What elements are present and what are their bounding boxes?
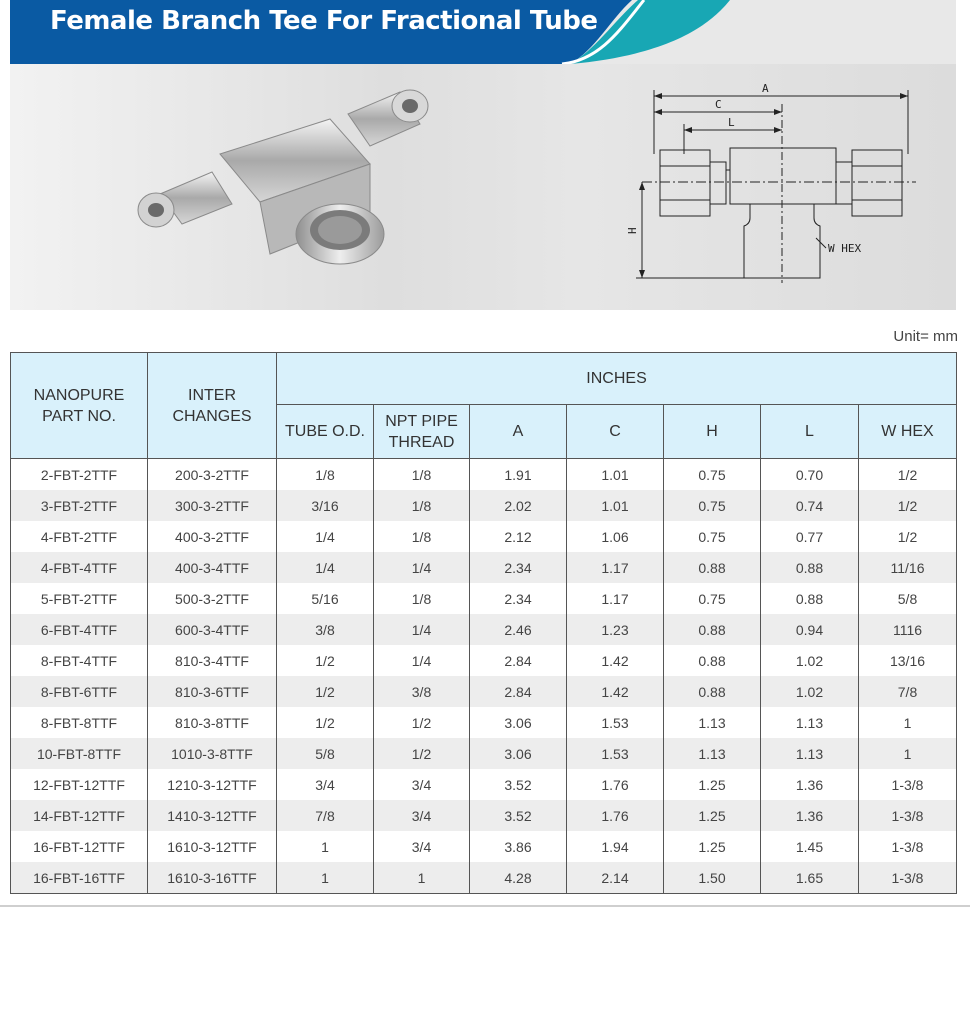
header-tube-od: TUBE O.D.	[277, 405, 374, 459]
dim-label-h: H	[626, 227, 639, 234]
table-row	[11, 831, 957, 862]
cell-inter: 1010-3-8TTF	[148, 738, 277, 769]
cell-part: 6-FBT-4TTF	[11, 614, 148, 645]
cell-npt: 1/8	[374, 521, 470, 552]
cell-l: 1.36	[761, 800, 859, 831]
cell-inter: 400-3-4TTF	[148, 552, 277, 583]
cell-h: 0.75	[664, 521, 761, 552]
cell-h: 1.13	[664, 707, 761, 738]
cell-w: 1116	[859, 614, 957, 645]
cell-c: 1.53	[567, 707, 664, 738]
cell-npt: 3/4	[374, 800, 470, 831]
cell-l: 1.02	[761, 645, 859, 676]
cell-npt: 3/4	[374, 769, 470, 800]
cell-inter: 500-3-2TTF	[148, 583, 277, 614]
cell-w: 11/16	[859, 552, 957, 583]
table-row	[11, 676, 957, 707]
dimension-drawing	[620, 78, 920, 288]
cell-l: 1.13	[761, 738, 859, 769]
cell-l: 0.88	[761, 583, 859, 614]
cell-tube: 1/2	[277, 645, 374, 676]
cell-tube: 1/2	[277, 676, 374, 707]
cell-c: 1.94	[567, 831, 664, 862]
table-row	[11, 552, 957, 583]
cell-tube: 1/4	[277, 521, 374, 552]
cell-h: 0.88	[664, 676, 761, 707]
cell-part: 8-FBT-8TTF	[11, 707, 148, 738]
cell-a: 3.06	[470, 738, 567, 769]
cell-inter: 600-3-4TTF	[148, 614, 277, 645]
header-interchanges: INTER CHANGES	[148, 353, 277, 459]
table-row	[11, 738, 957, 769]
cell-part: 3-FBT-2TTF	[11, 490, 148, 521]
cell-c: 2.14	[567, 862, 664, 894]
cell-inter: 1210-3-12TTF	[148, 769, 277, 800]
cell-w: 7/8	[859, 676, 957, 707]
cell-l: 0.88	[761, 552, 859, 583]
cell-c: 1.06	[567, 521, 664, 552]
dim-label-c: C	[715, 98, 722, 111]
cell-c: 1.42	[567, 645, 664, 676]
cell-h: 0.88	[664, 614, 761, 645]
header-a: A	[470, 405, 567, 459]
cell-c: 1.76	[567, 769, 664, 800]
cell-w: 1-3/8	[859, 862, 957, 894]
cell-a: 3.52	[470, 769, 567, 800]
cell-a: 3.06	[470, 707, 567, 738]
cell-npt: 1/2	[374, 738, 470, 769]
cell-w: 13/16	[859, 645, 957, 676]
table-row	[11, 769, 957, 800]
cell-npt: 1/4	[374, 614, 470, 645]
cell-tube: 5/16	[277, 583, 374, 614]
cell-l: 0.94	[761, 614, 859, 645]
table-row	[11, 645, 957, 676]
cell-part: 2-FBT-2TTF	[11, 459, 148, 491]
cell-a: 2.84	[470, 645, 567, 676]
header-inches-group: INCHES	[277, 353, 957, 405]
cell-a: 2.34	[470, 552, 567, 583]
bottom-divider	[0, 905, 970, 907]
table-row	[11, 583, 957, 614]
cell-tube: 3/8	[277, 614, 374, 645]
cell-h: 0.75	[664, 459, 761, 491]
cell-inter: 400-3-2TTF	[148, 521, 277, 552]
header-npt-pipe-thread: NPT PIPE THREAD	[374, 405, 470, 459]
cell-l: 1.36	[761, 769, 859, 800]
dim-label-a: A	[762, 82, 769, 95]
unit-label: Unit= mm	[893, 328, 958, 345]
cell-c: 1.01	[567, 490, 664, 521]
cell-tube: 1/2	[277, 707, 374, 738]
product-photo	[120, 84, 440, 284]
cell-w: 1/2	[859, 459, 957, 491]
cell-c: 1.01	[567, 459, 664, 491]
cell-part: 5-FBT-2TTF	[11, 583, 148, 614]
cell-w: 1-3/8	[859, 831, 957, 862]
cell-tube: 7/8	[277, 800, 374, 831]
cell-a: 3.86	[470, 831, 567, 862]
cell-npt: 1/2	[374, 707, 470, 738]
cell-h: 1.13	[664, 738, 761, 769]
header-h: H	[664, 405, 761, 459]
header-w-hex: W HEX	[859, 405, 957, 459]
cell-a: 4.28	[470, 862, 567, 894]
cell-part: 16-FBT-12TTF	[11, 831, 148, 862]
cell-inter: 1610-3-12TTF	[148, 831, 277, 862]
table-row	[11, 490, 957, 521]
table-row	[11, 800, 957, 831]
cell-a: 1.91	[470, 459, 567, 491]
cell-a: 2.84	[470, 676, 567, 707]
cell-h: 1.50	[664, 862, 761, 894]
cell-h: 0.75	[664, 490, 761, 521]
cell-part: 10-FBT-8TTF	[11, 738, 148, 769]
cell-npt: 1/8	[374, 459, 470, 491]
cell-h: 0.75	[664, 583, 761, 614]
cell-tube: 1/4	[277, 552, 374, 583]
cell-part: 4-FBT-4TTF	[11, 552, 148, 583]
cell-c: 1.17	[567, 583, 664, 614]
cell-inter: 1610-3-16TTF	[148, 862, 277, 894]
table-row	[11, 862, 957, 894]
header-part-no: NANOPURE PART NO.	[11, 353, 148, 459]
header-c: C	[567, 405, 664, 459]
cell-a: 2.46	[470, 614, 567, 645]
cell-part: 14-FBT-12TTF	[11, 800, 148, 831]
cell-inter: 200-3-2TTF	[148, 459, 277, 491]
dim-label-w-hex: W HEX	[828, 242, 862, 255]
cell-l: 0.77	[761, 521, 859, 552]
cell-c: 1.23	[567, 614, 664, 645]
cell-tube: 3/16	[277, 490, 374, 521]
cell-l: 1.02	[761, 676, 859, 707]
table-row	[11, 521, 957, 552]
cell-w: 1-3/8	[859, 769, 957, 800]
cell-c: 1.17	[567, 552, 664, 583]
cell-npt: 1	[374, 862, 470, 894]
cell-l: 0.70	[761, 459, 859, 491]
cell-inter: 810-3-8TTF	[148, 707, 277, 738]
cell-h: 0.88	[664, 552, 761, 583]
cell-c: 1.53	[567, 738, 664, 769]
cell-inter: 300-3-2TTF	[148, 490, 277, 521]
cell-tube: 3/4	[277, 769, 374, 800]
table-row	[11, 614, 957, 645]
cell-l: 1.13	[761, 707, 859, 738]
cell-w: 5/8	[859, 583, 957, 614]
cell-part: 16-FBT-16TTF	[11, 862, 148, 894]
cell-npt: 1/4	[374, 645, 470, 676]
cell-c: 1.76	[567, 800, 664, 831]
table-row	[11, 707, 957, 738]
cell-a: 3.52	[470, 800, 567, 831]
dim-label-l: L	[728, 116, 735, 129]
cell-inter: 810-3-4TTF	[148, 645, 277, 676]
cell-npt: 1/8	[374, 490, 470, 521]
cell-w: 1/2	[859, 521, 957, 552]
cell-w: 1	[859, 707, 957, 738]
cell-tube: 1	[277, 862, 374, 894]
cell-l: 1.65	[761, 862, 859, 894]
cell-tube: 5/8	[277, 738, 374, 769]
cell-inter: 810-3-6TTF	[148, 676, 277, 707]
cell-part: 12-FBT-12TTF	[11, 769, 148, 800]
product-image-panel	[10, 64, 956, 310]
cell-w: 1-3/8	[859, 800, 957, 831]
cell-tube: 1	[277, 831, 374, 862]
cell-part: 4-FBT-2TTF	[11, 521, 148, 552]
header-l: L	[761, 405, 859, 459]
cell-h: 0.88	[664, 645, 761, 676]
cell-c: 1.42	[567, 676, 664, 707]
cell-npt: 1/8	[374, 583, 470, 614]
cell-l: 0.74	[761, 490, 859, 521]
cell-a: 2.12	[470, 521, 567, 552]
cell-h: 1.25	[664, 769, 761, 800]
title-banner	[10, 0, 956, 64]
spec-table	[10, 352, 957, 894]
cell-h: 1.25	[664, 831, 761, 862]
page-title: Female Branch Tee For Fractional Tube	[50, 6, 598, 36]
cell-a: 2.02	[470, 490, 567, 521]
cell-npt: 3/8	[374, 676, 470, 707]
cell-w: 1/2	[859, 490, 957, 521]
cell-part: 8-FBT-4TTF	[11, 645, 148, 676]
cell-inter: 1410-3-12TTF	[148, 800, 277, 831]
cell-w: 1	[859, 738, 957, 769]
cell-l: 1.45	[761, 831, 859, 862]
cell-npt: 1/4	[374, 552, 470, 583]
cell-a: 2.34	[470, 583, 567, 614]
cell-npt: 3/4	[374, 831, 470, 862]
cell-tube: 1/8	[277, 459, 374, 491]
cell-part: 8-FBT-6TTF	[11, 676, 148, 707]
table-row	[11, 459, 957, 491]
cell-h: 1.25	[664, 800, 761, 831]
